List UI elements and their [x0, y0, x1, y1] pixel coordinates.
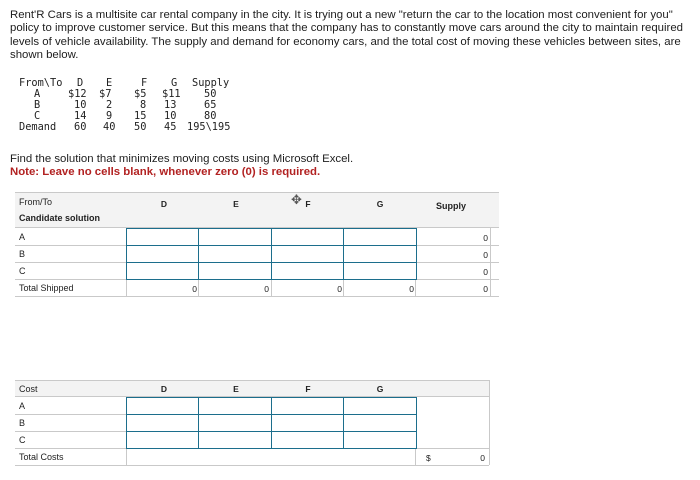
total-shipped-f: 0 [337, 284, 342, 294]
total-costs-label: Total Costs [19, 452, 64, 462]
given-col-header: Supply [192, 77, 230, 89]
gridline [15, 296, 499, 297]
task-instructions [10, 153, 353, 180]
given-cell: 80 [204, 110, 217, 122]
cost-cell-b-d[interactable] [126, 414, 200, 432]
total-shipped-e: 0 [264, 284, 269, 294]
given-col-header: G [171, 77, 178, 89]
input-cell-a-e[interactable] [198, 228, 273, 246]
cost-cell-b-f[interactable] [271, 414, 345, 432]
total-shipped-d: 0 [192, 284, 197, 294]
input-cell-c-f[interactable] [271, 262, 345, 280]
cost-cell-a-g[interactable] [343, 397, 417, 415]
cost-cell-b-g[interactable] [343, 414, 417, 432]
cost-col-header-g: G [376, 384, 384, 394]
input-cell-a-f[interactable] [271, 228, 345, 246]
currency-symbol: $ [426, 453, 431, 463]
gridline [15, 279, 126, 280]
input-cell-b-g[interactable] [343, 245, 417, 263]
cost-col-header-e: E [233, 384, 239, 394]
cost-col-header-d: D [160, 384, 168, 394]
gridline [343, 279, 344, 296]
input-cell-b-e[interactable] [198, 245, 273, 263]
gridline [15, 465, 489, 466]
given-cell: 10 [74, 99, 87, 111]
total-shipped-g: 0 [409, 284, 414, 294]
row-label-a: A [19, 232, 26, 242]
intro-line: Rent'R Cars is a multisite car rental company in the city. It is trying out a new "return the car to the location most convenient for you" [10, 9, 673, 21]
candidate-solution-label: Candidate solution [19, 213, 100, 223]
cost-col-header-f: F [305, 384, 311, 394]
supply-value-b: 0 [483, 250, 488, 260]
supply-value-a: 0 [483, 233, 488, 243]
cost-cell-c-e[interactable] [198, 431, 273, 449]
given-row-label: C [34, 110, 41, 122]
gridline [15, 414, 126, 415]
given-cell: 8 [140, 99, 147, 111]
given-cell: 60 [74, 121, 87, 133]
given-cell: 13 [164, 99, 177, 111]
given-row-label: A [34, 88, 41, 100]
cost-cell-a-e[interactable] [198, 397, 273, 415]
input-cell-c-d[interactable] [126, 262, 200, 280]
col-header-g: G [376, 199, 384, 209]
problem-intro [10, 9, 698, 63]
cost-row-label-c: C [19, 435, 26, 445]
col-header-d: D [160, 199, 168, 209]
cost-cell-a-f[interactable] [271, 397, 345, 415]
given-cell: 45 [164, 121, 177, 133]
gridline [15, 262, 126, 263]
input-cell-a-g[interactable] [343, 228, 417, 246]
gridline [15, 245, 126, 246]
input-cell-b-f[interactable] [271, 245, 345, 263]
given-cell: 195\195 [187, 121, 231, 133]
given-cell: 40 [103, 121, 116, 133]
given-row-label: B [34, 99, 41, 111]
cost-row-label-a: A [19, 401, 26, 411]
input-cell-b-d[interactable] [126, 245, 200, 263]
row-label-b: B [19, 249, 26, 259]
gridline [415, 245, 499, 246]
col-header-f: F [305, 199, 311, 209]
given-cell: 10 [164, 110, 177, 122]
given-cell: 14 [74, 110, 87, 122]
input-cell-c-e[interactable] [198, 262, 273, 280]
cost-cell-a-d[interactable] [126, 397, 200, 415]
cost-row-label-b: B [19, 418, 26, 428]
given-cell: 50 [134, 121, 147, 133]
gridline [489, 380, 490, 465]
input-cell-a-d[interactable] [126, 228, 200, 246]
gridline [490, 228, 491, 296]
cost-cell-c-g[interactable] [343, 431, 417, 449]
task-note: Note: Leave no cells blank, whenever zero (0) is required. [10, 166, 321, 179]
given-row-label: Demand [19, 121, 57, 133]
given-cell: 50 [204, 88, 217, 100]
given-cell: 65 [204, 99, 217, 111]
given-corner: From\To [19, 77, 63, 89]
cost-header-band [15, 380, 489, 397]
given-col-header: D [77, 77, 84, 89]
cost-cell-c-f[interactable] [271, 431, 345, 449]
intro-line: levels of vehicle availability. The supply and demand for economy cars, and the total cost of moving these vehicles between sites, are [10, 35, 681, 48]
given-cell: 2 [106, 99, 113, 111]
gridline [271, 279, 272, 296]
task-line: Find the solution that minimizes moving costs using Microsoft Excel. [10, 153, 354, 165]
total-shipped-grand: 0 [483, 284, 488, 294]
total-costs-value: 0 [480, 453, 485, 463]
cost-title: Cost [19, 384, 38, 394]
intro-line: shown below. [10, 49, 79, 62]
supply-header: Supply [436, 201, 467, 211]
from-to-label: From/To [19, 197, 53, 207]
input-cell-c-g[interactable] [343, 262, 417, 280]
given-cell: $7 [99, 88, 112, 100]
gridline [415, 262, 499, 263]
given-col-header: E [106, 77, 113, 89]
intro-line: policy to improve customer service. But this means that the company has to constantly move cars around the city to maintain required [10, 22, 683, 35]
move-cursor-icon: ✥ [291, 192, 302, 207]
cost-cell-c-d[interactable] [126, 431, 200, 449]
given-cell: $11 [162, 88, 181, 100]
given-cell: 15 [134, 110, 147, 122]
given-col-header: F [141, 77, 148, 89]
given-cell: $12 [68, 88, 87, 100]
col-header-e: E [233, 199, 239, 209]
total-shipped-label: Total Shipped [19, 283, 74, 293]
gridline [198, 279, 199, 296]
given-cell: 9 [106, 110, 113, 122]
gridline [15, 431, 126, 432]
row-label-c: C [19, 266, 26, 276]
given-cell: $5 [134, 88, 147, 100]
supply-value-c: 0 [483, 267, 488, 277]
cost-cell-b-e[interactable] [198, 414, 273, 432]
